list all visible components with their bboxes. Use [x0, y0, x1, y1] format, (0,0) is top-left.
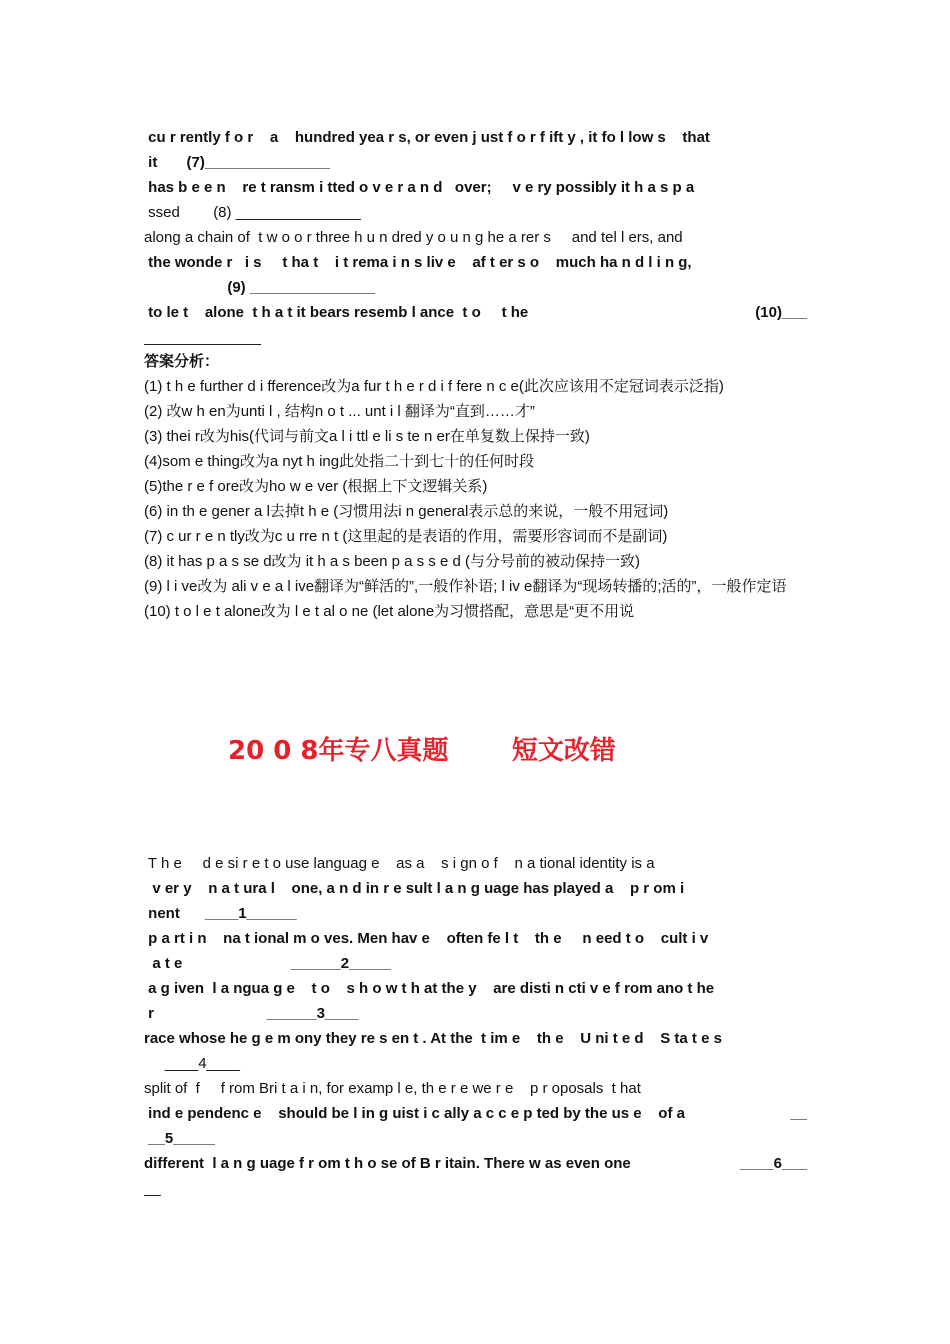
answers-heading: 答案分析：	[144, 353, 220, 370]
passage-line-text: split of f f rom Bri t a i n, for examp l e, th e r e we r e p r oposals t hat	[144, 1080, 641, 1097]
passage-line	[144, 225, 807, 250]
answer-item: (4)som e thing改为a nyt h ing此处指二十到七十的任何时段	[144, 453, 535, 470]
passage-line	[144, 200, 807, 225]
passage-line	[144, 150, 807, 175]
passage-line-text: (9) _______________	[144, 279, 375, 296]
answer-item: (2) 改w h en为unti l , 结构n o t ... unt i l 翻译为“直到……才”	[144, 403, 535, 420]
passage-line	[144, 851, 807, 876]
passage-line-text: nent ____1______	[144, 905, 297, 922]
passage-line	[144, 175, 807, 200]
passage-line-text: to le t alone t h a t it bears resemb l ance t o t he	[144, 304, 529, 321]
passage-line	[144, 876, 807, 901]
blank-number: ____6___	[740, 1155, 807, 1172]
passage-line	[144, 300, 807, 325]
passage-line	[144, 1051, 807, 1076]
passage-line-text: p a rt i n na t ional m o ves. Men hav e often fe l t th e n eed t o cult i v	[144, 930, 709, 947]
answer-item: (7) c ur r e n tly改为c u rre n t (这里起的是表语的作用，需要形容词而不是副词)	[144, 528, 668, 545]
answer-item: (10) t o l e t alone改为 l e t al o ne (let alone为习惯搭配，意思是“更不用说	[144, 603, 635, 620]
passage-line-text: ssed (8) _______________	[144, 204, 361, 221]
blank-number: __	[790, 1105, 807, 1122]
passage-part-1	[144, 125, 807, 350]
passage-part-2	[144, 851, 807, 1201]
answer-item: (8) it has p a s se d改为 it h a s been p a s s e d (与分号前的被动保持一致)	[144, 553, 640, 570]
passage-line-text: race whose he g e m ony they re s en t . At the t im e th e U ni t e d S ta t e s	[144, 1030, 722, 1047]
passage-line	[144, 1101, 807, 1126]
answer-item: (3) thei r改为his(代词与前文a l i ttl e li s te n er在单复数上保持一致)	[144, 428, 590, 445]
passage-line	[144, 901, 807, 926]
answer-item: (6) in th e gener a l去掉t h e (习惯用法i n general表示总的来说，一般不用冠词)	[144, 503, 669, 520]
answer-item: (1) t h e further d i fference改为a fur t h e r d i f fere n c e(此次应该用不定冠词表示泛指)	[144, 378, 724, 395]
passage-line	[144, 1026, 807, 1051]
passage-line-text: a t e ______2_____	[144, 955, 391, 972]
answers-section	[144, 349, 807, 624]
answer-item: (5)the r e f ore改为ho w e ver (根据上下文逻辑关系)	[144, 478, 488, 495]
answers-list	[144, 374, 807, 624]
passage-line-text: ind e pendenc e should be l in g uist i c ally a c c e p ted by the us e of a	[144, 1105, 685, 1122]
passage-line	[144, 926, 807, 951]
passage-line	[144, 1001, 807, 1026]
passage-line-text: cu r rently f o r a hundred yea r s, or even j ust f o r f ift y , it fo l low s that	[144, 129, 710, 146]
passage-line	[144, 951, 807, 976]
passage-line-text: __	[144, 1180, 161, 1197]
passage-line	[144, 1151, 807, 1176]
passage-line-text: ______________	[144, 329, 261, 346]
passage-line-text: __5_____	[144, 1130, 215, 1147]
passage-line	[144, 250, 807, 275]
passage-line	[144, 1076, 807, 1101]
blank-number: (10)___	[755, 304, 807, 321]
passage-line	[144, 1176, 807, 1201]
section-heading: 20 0 8年专八真题 短文改错	[228, 736, 616, 766]
passage-line-text: has b e e n re t ransm i tted o v e r a n d over; v e ry possibly it h a s p a	[144, 179, 695, 196]
answer-item: (9) l i ve改为 ali v e a l ive翻译为“鲜活的”,一般作补语; l iv e翻译为“现场转播的;活的”，一般作定语	[144, 578, 787, 595]
passage-line-text: v er y n a t ura l one, a n d in r e sult l a n g uage has played a p r om i	[144, 880, 685, 897]
passage-line-text: T h e d e si r e t o use languag e as a s i gn o f n a tional identity is a	[144, 855, 655, 872]
passage-line	[144, 1126, 807, 1151]
passage-line-text: a g iven l a ngua g e t o s h o w t h at the y are disti n cti v e f rom ano t he	[144, 980, 715, 997]
passage-line	[144, 125, 807, 150]
passage-line-text: different l a n g uage f r om t h o se of B r itain. There w as even one	[144, 1155, 631, 1172]
passage-line-text: it (7)_______________	[144, 154, 330, 171]
passage-line-text: ____4____	[144, 1055, 240, 1072]
passage-line-text: along a chain of t w o o r three h u n dred y o u n g he a rer s and tel l ers, and	[144, 229, 683, 246]
passage-line	[144, 275, 807, 300]
passage-line-text: the wonde r i s t ha t i t rema i n s liv e af t er s o much ha n d l i n g,	[144, 254, 692, 271]
passage-line	[144, 976, 807, 1001]
passage-line	[144, 325, 807, 350]
passage-line-text: r ______3____	[144, 1005, 359, 1022]
